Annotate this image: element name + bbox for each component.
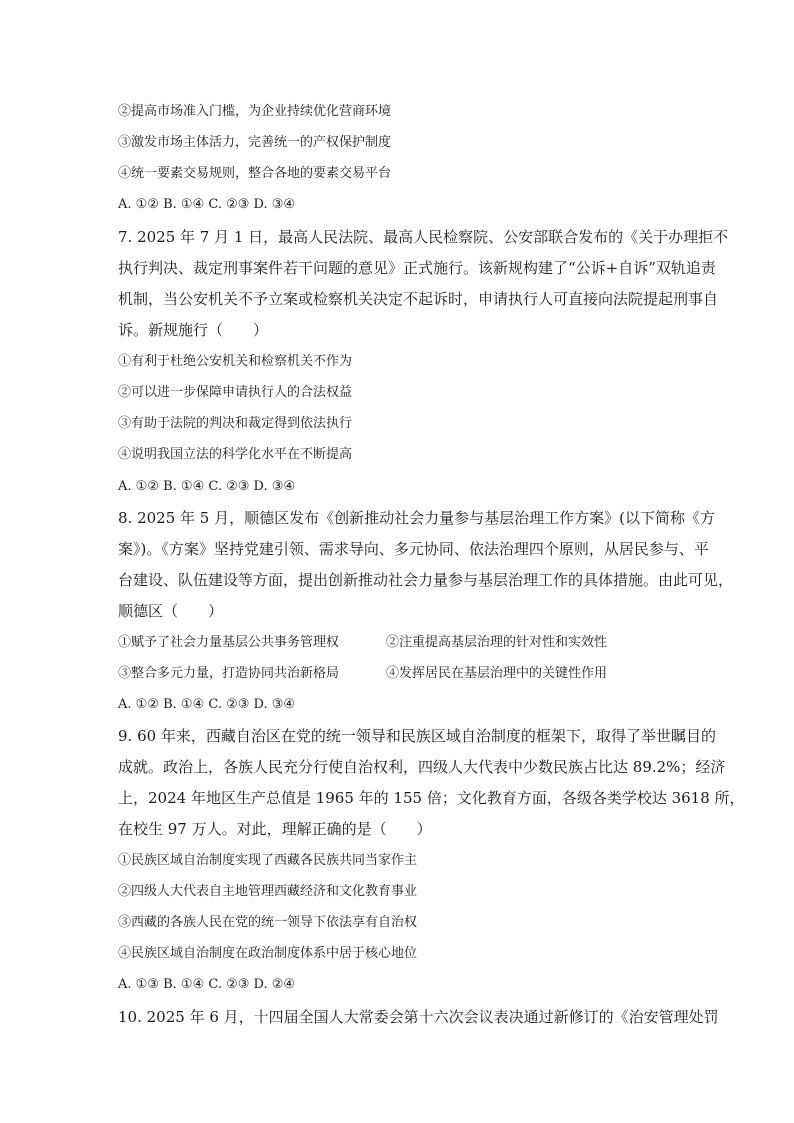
- q8-stem-line-1: 8. 2025 年 5 月，顺德区发布《创新推动社会力量参与基层治理工作方案》(以下简称《方: [118, 509, 715, 527]
- q9-stem-line-1: 9. 60 年来，西藏自治区在党的统一领导和民族区域自治制度的框架下，取得了举世瞩目的: [118, 727, 716, 745]
- q7-stem-line-2: 执行判决、裁定刑事案件若干问题的意见》正式施行。该新规构建了“公诉+自诉”双轨追责: [118, 259, 716, 277]
- q6-answer-choices: A. ①② B. ①④ C. ②③ D. ③④: [118, 197, 296, 212]
- q7-option-4: ④说明我国立法的科学化水平在不断提高: [118, 447, 353, 462]
- q8-stem-line-4: 顺德区（ ）: [118, 602, 224, 620]
- q6-option-2: ②提高市场准入门槛，为企业持续优化营商环境: [118, 104, 392, 119]
- q7-option-1: ①有利于杜绝公安机关和检察机关不作为: [118, 354, 353, 369]
- q8-answer-choices: A. ①② B. ①④ C. ②③ D. ③④: [118, 697, 296, 712]
- q8-option-1: ①赋予了社会力量基层公共事务管理权: [118, 635, 340, 650]
- q9-option-4: ④民族区域自治制度在政治制度体系中居于核心地位: [118, 946, 418, 961]
- q9-option-1: ①民族区域自治制度实现了西藏各民族共同当家作主: [118, 853, 418, 868]
- q6-option-4: ④统一要素交易规则，整合各地的要素交易平台: [118, 166, 392, 181]
- q7-stem-line-3: 机制，当公安机关不予立案或检察机关决定不起诉时，申请执行人可直接向法院提起刑事自: [118, 290, 719, 308]
- q9-stem-line-3: 上，2024 年地区生产总值是 1965 年的 155 倍；文化教育方面，各级各类学校达 3618 所，: [118, 789, 745, 807]
- q7-answer-choices: A. ①② B. ①④ C. ②③ D. ③④: [118, 479, 296, 494]
- q7-option-2: ②可以进一步保障申请执行人的合法权益: [118, 385, 353, 400]
- q8-option-2: ②注重提高基层治理的针对性和实效性: [386, 635, 608, 650]
- q9-stem-line-4: 在校生 97 万人。对此，理解正确的是（ ）: [118, 820, 432, 838]
- q7-stem-line-4: 诉。新规施行（ ）: [118, 321, 269, 339]
- q10-stem-line-1: 10. 2025 年 6 月，十四届全国人大常委会第十六次会议表决通过新修订的《治安管理处罚: [118, 1008, 719, 1026]
- q8-option-3: ③整合多元力量，打造协同共治新格局: [118, 666, 340, 681]
- q9-option-2: ②四级人大代表自主地管理西藏经济和文化教育事业: [118, 884, 418, 899]
- q8-stem-line-3: 台建设、队伍建设等方面，提出创新推动社会力量参与基层治理工作的具体措施。由此可见，: [118, 571, 734, 589]
- q7-stem-line-1: 7. 2025 年 7 月 1 日，最高人民法院、最高人民检察院、公安部联合发布的《关于办理拒不: [118, 228, 729, 246]
- q9-option-3: ③西藏的各族人民在党的统一领导下依法享有自治权: [118, 915, 418, 930]
- q6-option-3: ③激发市场主体活力，完善统一的产权保护制度: [118, 135, 392, 150]
- q9-answer-choices: A. ①③ B. ①④ C. ②③ D. ②④: [118, 977, 296, 992]
- q7-option-3: ③有助于法院的判决和裁定得到依法执行: [118, 416, 353, 431]
- q9-stem-line-2: 成就。政治上，各族人民充分行使自治权利，四级人大代表中少数民族占比达 89.2%；经济: [118, 758, 726, 776]
- q8-stem-line-2: 案》)。《方案》坚持党建引领、需求导向、多元协同、依法治理四个原则，从居民参与、平: [118, 540, 709, 558]
- q8-option-4: ④发挥居民在基层治理中的关键性作用: [386, 666, 608, 681]
